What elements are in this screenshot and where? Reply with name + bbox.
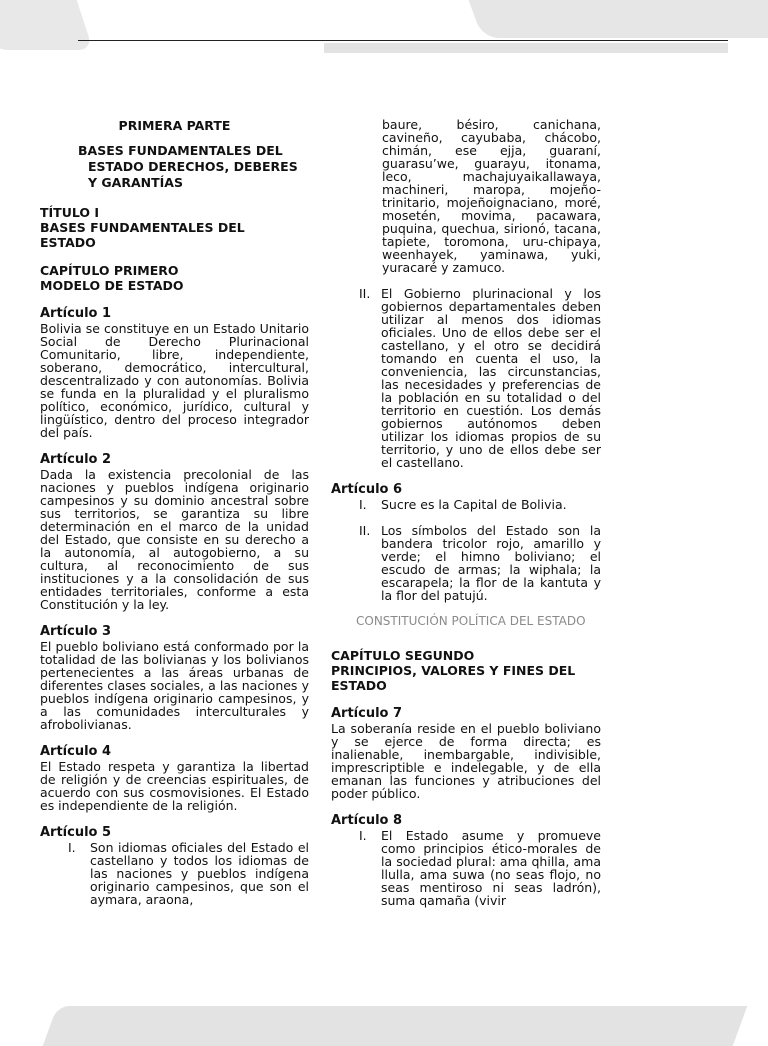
article-4-text: El Estado respeta y garantiza la libertad de religión y de creencias espirituales, de acuerdo con sus cosmovisiones. El Estado es independiente de la religión.: [40, 759, 309, 813]
article-6-item-i-text: Sucre es la Capital de Bolivia.: [381, 497, 567, 512]
header-bar: [324, 43, 728, 53]
article-6-title: Artículo 6: [331, 482, 403, 497]
capitulo-2-name-line1: PRINCIPIOS, VALORES Y FINES DEL: [331, 663, 576, 678]
roman-numeral: I.: [68, 840, 76, 855]
article-5-item-i-text: Son idiomas oficiales del Estado el castellano y todos los idiomas de las naciones y pueblos indígena originario campesinos, que son el aymara, araona,: [90, 840, 309, 907]
titulo-name-line1: BASES FUNDAMENTALES DEL: [40, 220, 245, 235]
capitulo-2-name-line2: ESTADO: [331, 678, 387, 693]
article-5-item-i: [40, 841, 309, 906]
article-5-title: Artículo 5: [40, 825, 112, 840]
roman-numeral: I.: [359, 828, 367, 843]
part-subtitle-line1: BASES FUNDAMENTALES DEL: [78, 143, 283, 158]
roman-numeral: II.: [359, 523, 371, 538]
left-column: [40, 118, 309, 919]
article-1-title: Artículo 1: [40, 306, 112, 321]
article-7-text: La soberanía reside en el pueblo boliviano y se ejerce de forma directa; es inalienable, inembargable, indivisible, imprescriptible e indelegable, y de ella emanan las funciones y atribuciones del poder público.: [331, 721, 601, 801]
titulo-heading: [40, 205, 309, 250]
header-tab-left: [0, 0, 93, 50]
running-header: CONSTITUCIÓN POLÍTICA DEL ESTADO: [356, 614, 586, 628]
capitulo-2-number: CAPÍTULO SEGUNDO: [331, 648, 475, 663]
article-6-item-i: [331, 498, 601, 511]
header-rule: [78, 40, 728, 41]
part-subtitle-line2: ESTADO DERECHOS, DEBERES: [88, 159, 298, 174]
capitulo-number: CAPÍTULO PRIMERO: [40, 263, 179, 278]
titulo-name-line2: ESTADO: [40, 235, 96, 250]
footer-bar: [43, 1006, 748, 1046]
article-5-item-ii: [331, 287, 601, 469]
titulo-number: TÍTULO I: [40, 205, 100, 220]
article-6-item-ii: [331, 524, 601, 602]
part-subtitle-line3: Y GARANTÍAS: [88, 175, 183, 190]
article-3-text: El pueblo boliviano está conformado por la totalidad de las bolivianas y los bolivianos pertenecientes a las áreas urbanas de diferentes clases sociales, a las naciones y pueblos indígena originario campesinos, y a las comunidades interculturales y afrobolivianas.: [40, 639, 309, 732]
roman-numeral: II.: [359, 286, 371, 301]
article-8-item-i-text: El Estado asume y promueve como principios ético-morales de la sociedad plural: ama qhilla, ama llulla, ama suwa (no seas flojo, no seas mentiroso ni seas ladrón), suma qamaña (vivir: [381, 828, 601, 908]
article-7-title: Artículo 7: [331, 706, 403, 721]
capitulo-heading: [40, 263, 309, 293]
article-5-item-ii-text: El Gobierno plurinacional y los gobiernos departamentales deben utilizar al menos dos idiomas oficiales. Uno de ellos debe ser el castellano, y el otro se decidirá tomando en cuenta el uso, la conveniencia, las circunstancias, las necesidades y preferencias de la población en su totalidad o del territorio en cuestión. Los demás gobiernos autónomos deben utilizar los idiomas propios de su territorio, y uno de ellos debe ser el castellano.: [381, 286, 601, 470]
article-2-title: Artículo 2: [40, 452, 112, 467]
capitulo-2-heading: [331, 648, 601, 693]
article-8-title: Artículo 8: [331, 813, 403, 828]
header-tab-right: [458, 0, 768, 38]
article-3-title: Artículo 3: [40, 624, 112, 639]
article-8-item-i: [331, 829, 601, 907]
article-5-item-i-continued: baure, bésiro, canichana, cavineño, cayubaba, chácobo, chimán, ese ejja, guaraní, guarasu’we, guarayu, itonama, leco, machajuyaikallawaya, machineri, maropa, mojeño-trinitario, mojeñoignaciano, moré, mosetén, movima, pacawara, puquina, quechua, sirionó, tacana, tapiete, toromona, uru-chipaya, weenhayek, yaminawa, yuki, yuracaré y zamuco.: [382, 117, 601, 275]
capitulo-name: MODELO DE ESTADO: [40, 278, 184, 293]
article-4-title: Artículo 4: [40, 744, 112, 759]
article-6-item-ii-text: Los símbolos del Estado son la bandera tricolor rojo, amarillo y verde; el himno boliviano; el escudo de armas; la wiphala; la escarapela; la flor de la kantuta y la flor del patujú.: [381, 523, 601, 603]
part-subtitle: [40, 143, 309, 191]
article-2-text: Dada la existencia precolonial de las naciones y pueblos indígena originario campesinos y su dominio ancestral sobre sus territorios, se garantiza su libre determinación en el marco de la unidad del Estado, que consiste en su derecho a la autonomía, al autogobierno, a su cultura, al reconocimiento de sus instituciones y a la consolidación de sus entidades territoriales, conforme a esta Constitución y la ley.: [40, 467, 309, 612]
roman-numeral: I.: [359, 497, 367, 512]
right-column: [331, 118, 601, 920]
article-1-text: Bolivia se constituye en un Estado Unitario Social de Derecho Plurinacional Comunitario, libre, independiente, soberano, democrático, intercultural, descentralizado y con autonomías. Bolivia se funda en la pluralidad y el pluralismo político, económico, jurídico, cultural y lingüístico, dentro del proceso integrador del país.: [40, 321, 309, 440]
part-title: PRIMERA PARTE: [118, 118, 231, 133]
